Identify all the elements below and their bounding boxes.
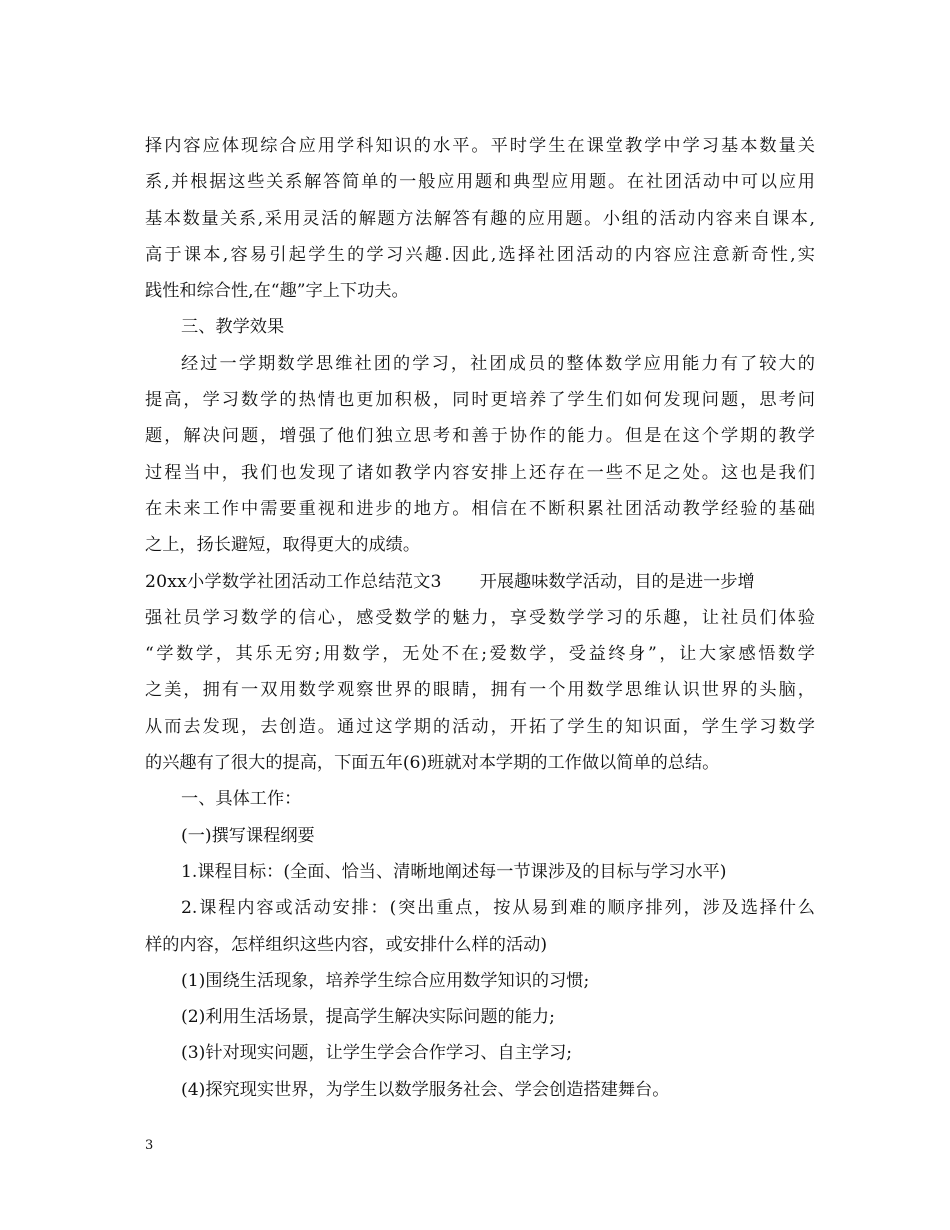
list-item: 2.课程内容或活动安排：(突出重点，按从易到难的顺序排列，涉及选择什么 [181, 898, 815, 919]
text-line: 提高，学习数学的热情也更加积极，同时更培养了学生们如何发现问题，思考问 [145, 390, 815, 411]
list-item: (2)利用生活场景，提高学生解决实际问题的能力; [181, 1007, 555, 1028]
text-line: 过程当中，我们也发现了诸如教学内容安排上还存在一些不足之处。这也是我们 [145, 462, 815, 483]
list-item: (3)针对现实问题，让学生学会合作学习、自主学习; [181, 1043, 573, 1064]
subsection-heading: (一)撰写课程纲要 [181, 825, 315, 846]
text-line: 样的内容，怎样组织这些内容，或安排什么样的活动) [145, 934, 548, 955]
document-body [145, 128, 815, 1108]
section-heading: 一、具体工作： [181, 789, 302, 810]
article-title: 20xx小学数学社团活动工作总结范文3 [145, 571, 442, 592]
text-line: 在未来工作中需要重视和进步的地方。相信在不断积累社团活动教学经验的基础 [145, 498, 815, 519]
text-line: 之美，拥有一双用数学观察世界的眼睛，拥有一个用数学思维认识世界的头脑， [145, 680, 815, 701]
article-intro-text: 开展趣味数学活动，目的是进一步增 [479, 571, 755, 592]
text-line: 的兴趣有了很大的提高，下面五年(6)班就对本学期的工作做以简单的总结。 [145, 753, 720, 774]
page-number: 3 [145, 1138, 154, 1153]
text-line: 践性和综合性,在“趣”字上下功夫。 [145, 281, 409, 302]
section-heading: 三、教学效果 [181, 317, 285, 338]
list-item: 1.课程目标：(全面、恰当、清晰地阐述每一节课涉及的目标与学习水平) [181, 861, 727, 882]
list-item: (1)围绕生活现象，培养学生综合应用数学知识的习惯; [181, 970, 590, 991]
text-line: 高于课本,容易引起学生的学习兴趣.因此,选择社团活动的内容应注意新奇性,实 [145, 244, 815, 265]
text-line: 基本数量关系,采用灵活的解题方法解答有趣的应用题。小组的活动内容来自课本, [145, 208, 815, 229]
text-line: 从而去发现，去创造。通过这学期的活动，开拓了学生的知识面，学生学习数学 [145, 716, 815, 737]
text-line: 强社员学习数学的信心，感受数学的魅力，享受数学学习的乐趣，让社员们体验 [145, 607, 815, 628]
text-line: 题，解决问题，增强了他们独立思考和善于协作的能力。但是在这个学期的教学 [145, 426, 815, 447]
text-line: “学数学，其乐无穷;用数学，无处不在;爱数学，受益终身”，让大家感悟数学 [145, 644, 815, 665]
paragraph-first-line: 经过一学期数学思维社团的学习，社团成员的整体数学应用能力有了较大的 [181, 353, 815, 374]
text-line: 择内容应体现综合应用学科知识的水平。平时学生在课堂教学中学习基本数量关 [145, 136, 815, 156]
text-line: 之上，扬长避短，取得更大的成绩。 [145, 535, 421, 556]
list-item: (4)探究现实世界，为学生以数学服务社会、学会创造搭建舞台。 [181, 1079, 670, 1100]
article-title-line [145, 564, 815, 600]
text-line: 系,并根据这些关系解答简单的一般应用题和典型应用题。在社团活动中可以应用 [145, 172, 815, 193]
